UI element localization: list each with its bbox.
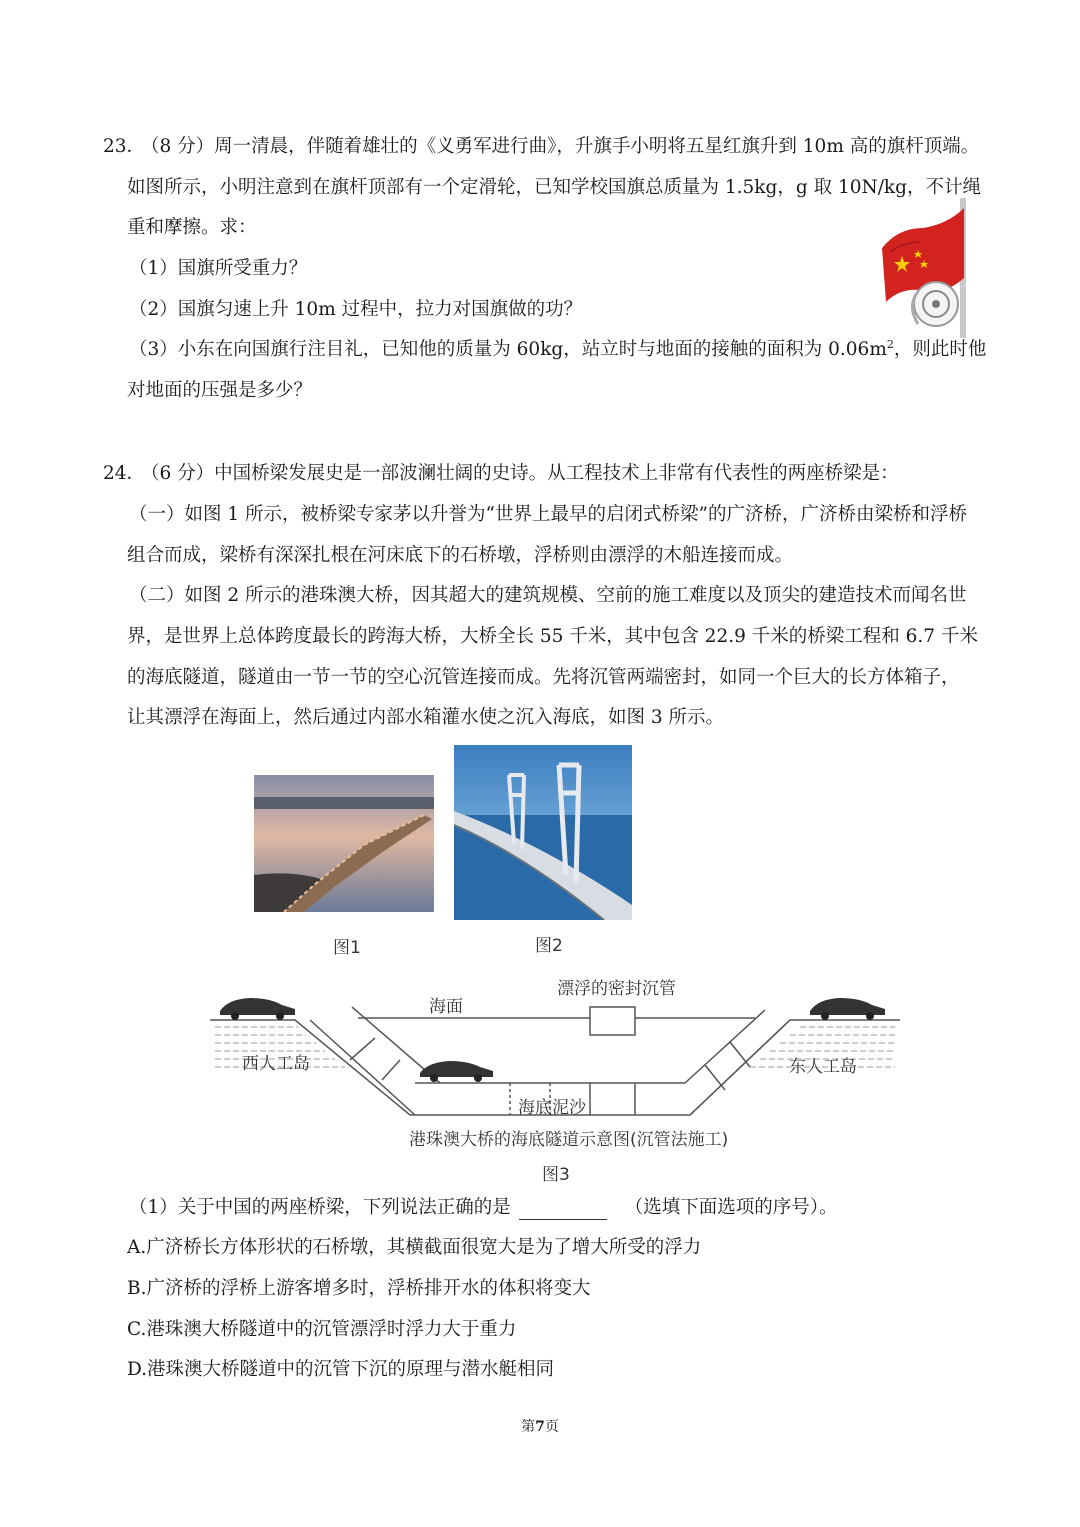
question-24-p1-line1: （一）如图 1 所示，被桥梁专家茅以升誉为“世界上最早的启闭式桥梁”的广济桥，广济桥由梁桥和浮桥 xyxy=(129,504,967,525)
east-island-label: 东人工岛 xyxy=(789,1057,857,1077)
question-24-p2-line3: 的海底隧道，隧道由一节一节的空心沉管连接而成。先将沉管两端密封，如同一个巨大的长方体箱子， xyxy=(127,667,960,688)
question-23-sub1: （1）国旗所受重力？ xyxy=(129,258,308,279)
question-24-p1-line2: 组合而成，梁桥有深深扎根在河床底下的石桥墩，浮桥则由漂浮的木船连接而成。 xyxy=(127,545,794,566)
option-d: D.港珠澳大桥隧道中的沉管下沉的原理与潜水艇相同 xyxy=(127,1359,555,1380)
fig2-caption: 图2 xyxy=(535,936,563,956)
guangji-bridge-photo xyxy=(254,775,434,912)
seabed-label: 海底泥沙 xyxy=(518,1098,586,1118)
question-24-line1: （6 分）中国桥梁发展史是一部波澜壮阔的史诗。从工程技术上非常有代表性的两座桥梁是： xyxy=(141,463,899,484)
option-b: B.广济桥的浮桥上游客增多时，浮桥排开水的体积将变大 xyxy=(127,1278,591,1299)
question-23-line1: （8 分）周一清晨，伴随着雄壮的《义勇军进行曲》，升旗手小明将五星红旗升到 10m 高的旗杆顶端。 xyxy=(141,136,980,157)
question-24-p2-line1: （二）如图 2 所示的港珠澳大桥，因其超大的建筑规模、空前的施工难度以及顶尖的建造技术而闻名世 xyxy=(129,585,967,606)
question-23-line2: 如图所示，小明注意到在旗杆顶部有一个定滑轮，已知学校国旗总质量为 1.5kg，g 取 10N/kg，不计绳 xyxy=(127,177,981,198)
page-footer: 第7页 xyxy=(521,1419,559,1435)
floating-tube-label: 漂浮的密封沉管 xyxy=(557,979,676,999)
question-23-sub3: （3）小东在向国旗行注目礼，已知他的质量为 60kg，站立时与地面的接触的面积为 $0.06m^2$，则此时他 xyxy=(129,337,987,360)
question-23-line3: 重和摩擦。求： xyxy=(127,217,257,238)
question-24-p2-line4: 让其漂浮在海面上，然后通过内部水箱灌水使之沉入海底，如图 3 所示。 xyxy=(127,707,725,728)
question-23-sub3-line2: 对地面的压强是多少？ xyxy=(127,380,313,401)
question-24-number: 24． xyxy=(103,463,146,484)
hzmb-bridge-photo xyxy=(454,745,632,920)
fig3-caption: 图3 xyxy=(542,1165,570,1185)
fig1-caption: 图1 xyxy=(333,938,361,958)
question-23-sub2: （2）国旗匀速上升 10m 过程中，拉力对国旗做的功？ xyxy=(129,299,583,320)
diagram-title: 港珠澳大桥的海底隧道示意图(沉管法施工) xyxy=(409,1130,729,1150)
answer-blank xyxy=(519,1201,607,1220)
question-24-sub1: （1）关于中国的两座桥梁，下列说法正确的是 （选填下面选项的序号）。 xyxy=(129,1197,838,1218)
question-24-p2-line2: 界，是世界上总体跨度最长的跨海大桥，大桥全长 55 千米，其中包含 22.9 千米的桥梁工程和 6.7 千米 xyxy=(127,626,978,647)
question-23-number: 23． xyxy=(103,136,146,157)
flag-pole-image xyxy=(878,198,978,338)
option-c: C.港珠澳大桥隧道中的沉管漂浮时浮力大于重力 xyxy=(127,1319,517,1340)
option-a: A.广济桥长方体形状的石桥墩，其横截面很宽大是为了增大所受的浮力 xyxy=(127,1237,702,1258)
west-island-label: 西人工岛 xyxy=(242,1054,310,1074)
sea-surface-label: 海面 xyxy=(429,997,463,1017)
